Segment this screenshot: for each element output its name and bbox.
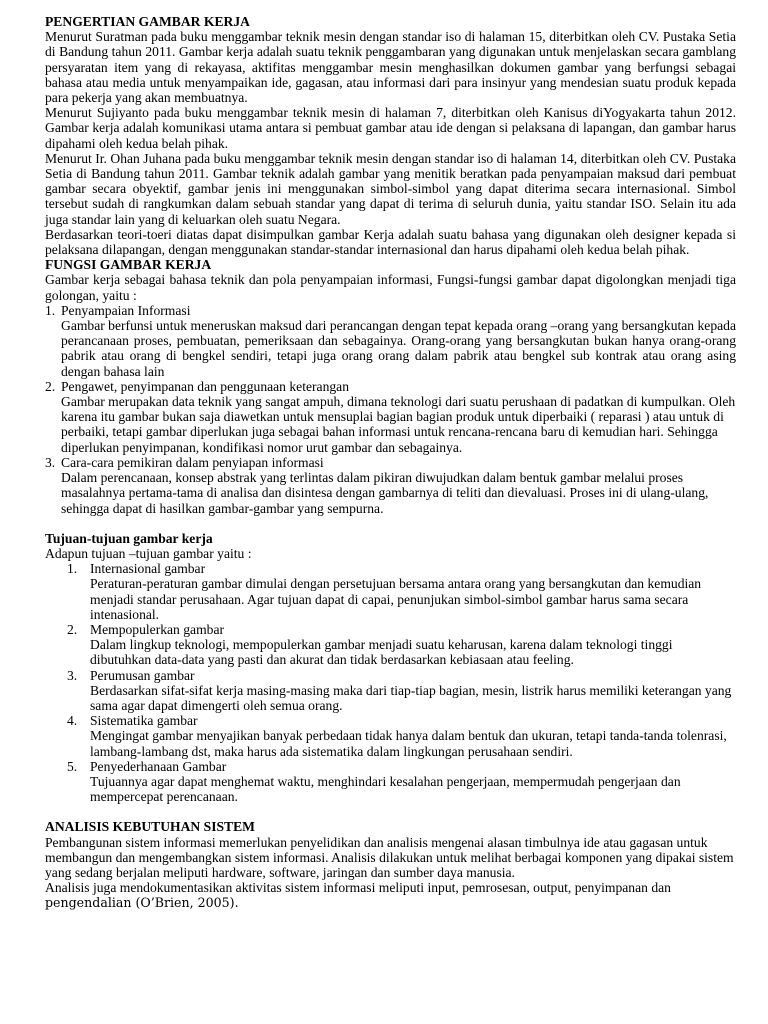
- list-item-body: Berdasarkan sifat-sifat kerja masing-masing maka dari tiap-tiap bagian, mesin, listrik harus memiliki keterangan yang sama agar dapat dimengerti oleh semua orang.: [90, 682, 732, 713]
- list-number: 3.: [45, 454, 56, 470]
- list-item-body: Peraturan-peraturan gambar dimulai dengan persetujuan bersama antara orang yang bersangkutan dan kemudian menjadi standar perusahaan. Agar tujuan dapat di capai, penunjukan simbol-simbol gambar harus sama secara intenasional.: [90, 576, 702, 622]
- list-item: [45, 455, 736, 516]
- list-number: 2.: [45, 378, 56, 394]
- heading-analisis: ANALISIS KEBUTUHAN SISTEM: [45, 819, 256, 835]
- spacer: [45, 516, 736, 531]
- list-item-title: Sistematika gambar: [90, 713, 198, 729]
- list-item: [45, 713, 736, 759]
- list-item-body: Gambar berfunsi untuk meneruskan maksud dari perancangan dengan tepat kepada orang –orang yang bersangkutan kepada perancanaan proses, pembuatan, pemeriksaan dan sebagainya. Orang-orang yang bersangkutan bukan hanya orang-orang pabrik atau orang di bengkel sendiri, tetapi juga orang orang dalam pabrik atau bengkel sub kontrak atau orang asing dengan bahasa lain: [61, 318, 736, 379]
- list-item-title: Internasional gambar: [90, 561, 206, 577]
- heading-tujuan: Tujuan-tujuan gambar kerja: [45, 530, 213, 546]
- list-number: 4.: [67, 713, 78, 729]
- list-item-body: Mengingat gambar menyajikan banyak perbedaan tidak hanya dalam bentuk dan ukuran, tetapi tanda-tanda tolenrasi, lambang-lambang dst, maka harus ada sistematika dalam lingkungan perusahaan sendiri.: [90, 728, 727, 759]
- paragraph-tujuan-intro: Adapun tujuan –tujuan gambar yaitu :: [45, 545, 252, 561]
- paragraph-analisis-1: Pembangunan sistem informasi memerlukan penyelidikan dan analisis mengenai alasan timbulnya ide atau gagasan untuk membangun dan mengembangkan sistem informasi. Analisis dilakukan untuk melihat berbagai komponen yang dipakai sistem yang sedang berjalan meliputi hardware, software, jaringan dan sumber daya manusia.: [45, 834, 734, 880]
- list-number: 1.: [67, 561, 78, 577]
- list-item: [45, 303, 736, 379]
- list-number: 3.: [67, 667, 78, 683]
- list-number: 2.: [67, 621, 78, 637]
- list-item: [45, 668, 736, 714]
- heading-fungsi: FUNGSI GAMBAR KERJA: [45, 257, 212, 273]
- list-item: [45, 561, 736, 622]
- heading-pengertian: PENGERTIAN GAMBAR KERJA: [45, 14, 250, 29]
- paragraph-sujiyanto: Menurut Sujiyanto pada buku menggambar teknik mesin di halaman 7, diterbitkan oleh Kanisus diYogyakarta tahun 2012. Gambar kerja adalah komunikasi utama antara si pembuat gambar atau ide dengan si pelaksana di lapangan, dan gambar harus dipahami oleh kedua belah pihak.: [45, 105, 736, 151]
- list-item-body: Dalam perencanaan, konsep abstrak yang terlintas dalam pikiran diwujudkan dalam bentuk gambar melalui proses masalahnya pertama-tama di analisa dan disintesa dengan gambarnya di teliti dan dievaluasi. Proses ini di ulang-ulang, sehingga dapat di hasilkan gambar-gambar yang sempurna.: [61, 470, 709, 516]
- list-number: 5.: [67, 758, 78, 774]
- list-item-title: Penyampaian Informasi: [61, 302, 191, 318]
- paragraph-conclusion: Berdasarkan teori-toeri diatas dapat disimpulkan gambar Kerja adalah suatu bahasa yang digunakan oleh designer kepada si pelaksana dilapangan, dengan menggunakan standar-standar internasional dan harus dipahami oleh kedua belah pihak.: [45, 226, 736, 258]
- list-item-title: Penyederhanaan Gambar: [90, 758, 227, 774]
- paragraph-suratman: Menurut Suratman pada buku menggambar teknik mesin dengan standar iso di halaman 15, diterbitkan oleh CV. Pustaka Setia di Bandung tahun 2011. Gambar kerja adalah suatu teknik penggambaran yang digunakan untuk menjelaskan secara gamblang persyaratan item yang di rekayasa, aktifitas menggambar mesin menghasilkan dokumen gambar yang berfungsi sebagai bahasa atau media untuk menyampaikan ide, gagasan, atau informasi dari para insinyur yang mendesian suatu produk kepada para pekerja yang akan membuatnya.: [45, 29, 736, 106]
- list-item-title: Cara-cara pemikiran dalam penyiapan informasi: [61, 454, 324, 470]
- paragraph-fungsi-intro: Gambar kerja sebagai bahasa teknik dan pola penyampaian informasi, Fungsi-fungsi gambar dapat digolongkan menjadi tiga golongan, yaitu :: [45, 272, 736, 303]
- list-item-body: Gambar merupakan data teknik yang sangat ampuh, dimana teknologi dari suatu perushaan di padatkan di kumpulkan. Oleh karena itu gambar bukan saja diawetkan untuk mensuplai bagian bagian produk untuk diperbaiki ( reparasi ) atau untuk di perbaiki, tetapi gambar diperlukan juga sebagai bahan informasi untuk rencana-rencana baru di kemudian hari. Sehingga diperlukan penyimpanan, kondifikasi nomor urut gambar dan sebagainya.: [61, 394, 736, 455]
- list-number: 1.: [45, 302, 56, 318]
- list-item-title: Mempopulerkan gambar: [90, 621, 225, 637]
- list-item: [45, 379, 736, 455]
- paragraph-analisis-2-end: pengendalian (O’Brien, 2005).: [45, 895, 239, 911]
- paragraph-juhana: Menurut Ir. Ohan Juhana pada buku menggambar teknik mesin dengan standar iso di halaman 14, diterbitkan oleh CV. Pustaka Setia di Bandung tahun 2011. Gambar teknik adalah gambar yang menitik beratkan pada penyampaian maksud dari pembuat gambar secara obyektif, gambar jenis ini menggunakan simbol-simbol yang dapat diterima secara internasional. Simbol tersebut sudah di rangkumkan dalam sebuah standar yang dapat di terima di seluruh dunia, yaitu standar ISO. Selain itu ada juga standar lain yang di keluarkan oleh suatu Negara.: [45, 150, 736, 227]
- list-item-body: Tujuannya agar dapat menghemat waktu, menghindari kesalahan pengerjaan, mempermudah pengerjaan dan mempercepat perencanaan.: [90, 773, 681, 805]
- paragraph-analisis-2: Analisis juga mendokumentasikan aktivitas sistem informasi meliputi input, pemrosesan, output, penyimpanan dan: [45, 880, 671, 896]
- list-item-title: Pengawet, penyimpanan dan penggunaan keterangan: [61, 378, 350, 394]
- list-item: [45, 622, 736, 668]
- list-item: [45, 759, 736, 805]
- spacer: [45, 804, 736, 819]
- list-item-title: Perumusan gambar: [90, 667, 195, 683]
- list-item-body: Dalam lingkup teknologi, mempopulerkan gambar menjadi suatu keharusan, karena dalam teknologi tinggi dibutuhkan data-data yang pasti dan akurat dan tidak berdasarkan kebiasaan atau feeling.: [90, 637, 673, 668]
